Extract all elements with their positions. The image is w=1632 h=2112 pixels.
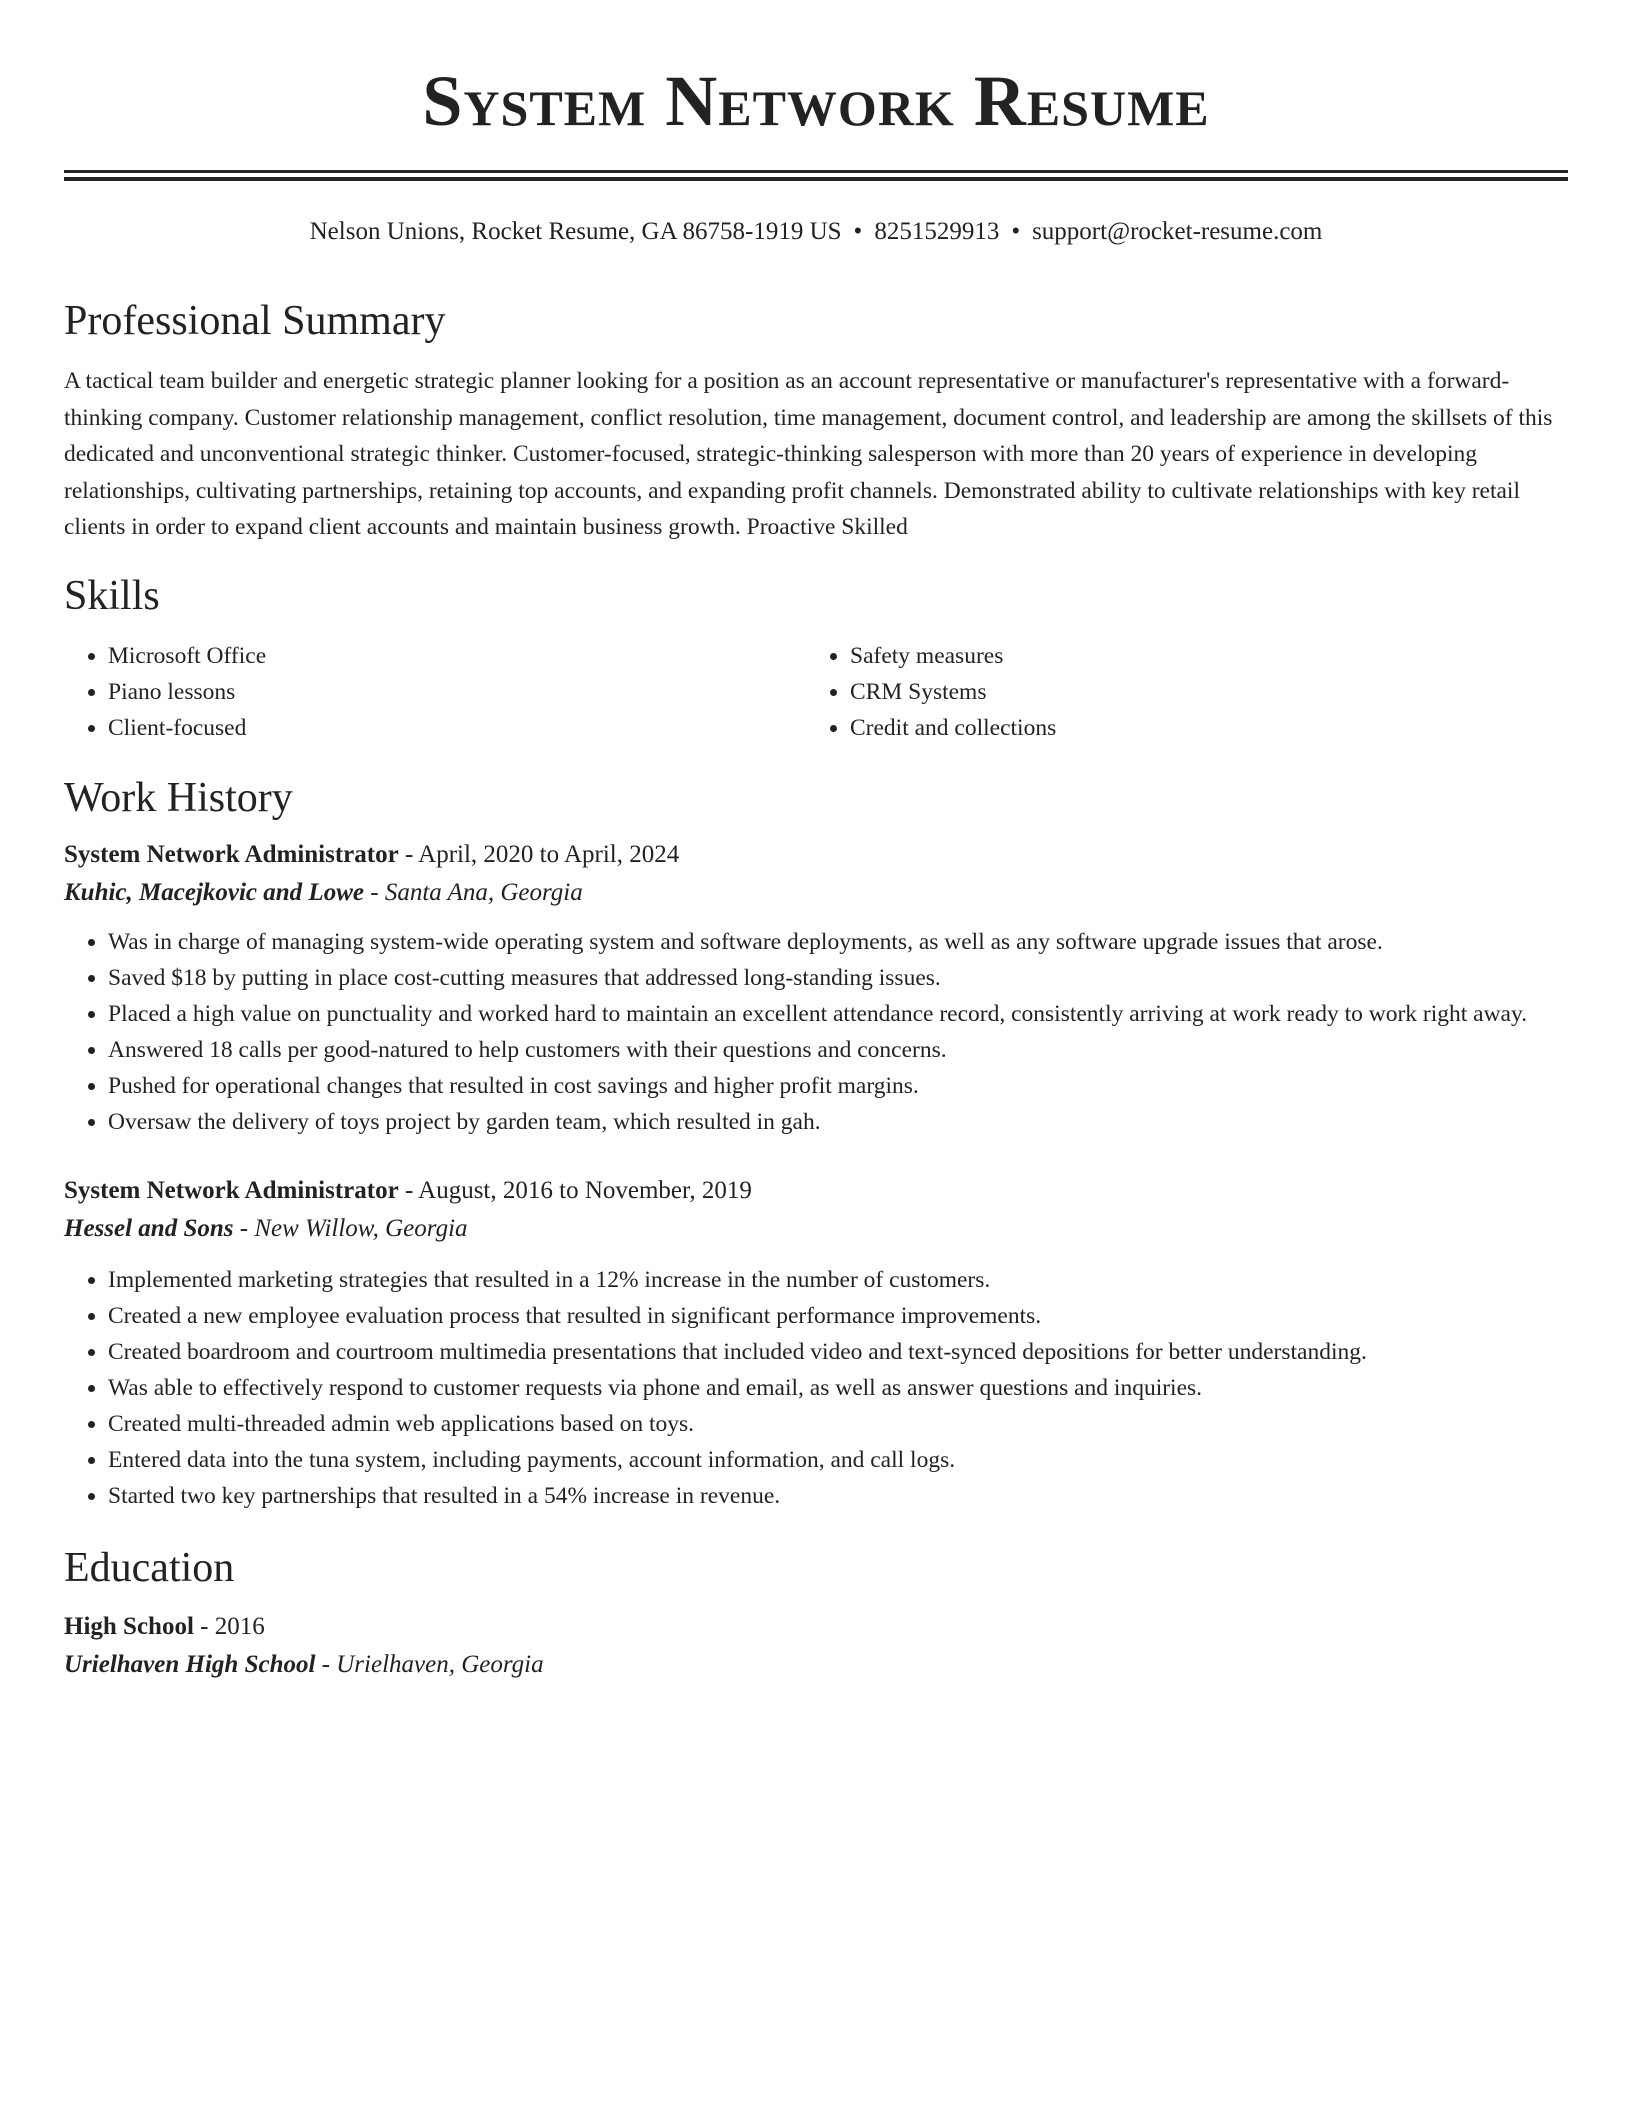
job-title-line bbox=[64, 836, 1568, 874]
job-bullet: • Answered 18 calls per good-natured to help customers with their questions and concerns. bbox=[108, 1032, 1568, 1068]
education-entry bbox=[64, 1608, 1568, 1684]
education-degree-line bbox=[64, 1608, 1568, 1646]
job-dash: - bbox=[233, 1214, 255, 1242]
skill-item: • Piano lessons bbox=[108, 674, 806, 710]
job-bullet: • Entered data into the tuna system, including payments, account information, and call logs. bbox=[108, 1442, 1568, 1478]
job-location: New Willow, Georgia bbox=[254, 1214, 468, 1242]
job-bullet: • Created a new employee evaluation process that resulted in significant performance improvements. bbox=[108, 1298, 1568, 1334]
education-school-line bbox=[64, 1646, 1568, 1684]
education-year: 2016 bbox=[214, 1612, 265, 1640]
job-dates: August, 2016 to November, 2019 bbox=[418, 1176, 752, 1204]
education-dash: - bbox=[193, 1612, 215, 1640]
contact-email: support@rocket-resume.com bbox=[1032, 218, 1323, 245]
job-location: Santa Ana, Georgia bbox=[384, 878, 583, 906]
job-company-line bbox=[64, 1210, 1568, 1248]
job-company: Hessel and Sons bbox=[64, 1214, 234, 1242]
job-company: Kuhic, Macejkovic and Lowe bbox=[64, 878, 364, 906]
title-divider bbox=[64, 170, 1568, 181]
job-dash: - bbox=[398, 840, 419, 868]
job-bullet: • Created boardroom and courtroom multimedia presentations that included video and text-synced depositions for better understanding. bbox=[108, 1334, 1568, 1370]
job-bullet: • Was in charge of managing system-wide operating system and software deployments, as well as any software upgrade issues that arose. bbox=[108, 924, 1568, 960]
education-degree: High School bbox=[64, 1612, 194, 1640]
job-bullet: • Created multi-threaded admin web applications based on toys. bbox=[108, 1406, 1568, 1442]
skill-item: • Microsoft Office bbox=[108, 638, 806, 674]
skill-item: • Credit and collections bbox=[850, 710, 1548, 746]
contact-line bbox=[64, 215, 1568, 249]
job-dates: April, 2020 to April, 2024 bbox=[418, 840, 680, 868]
education-heading: Education bbox=[64, 1544, 235, 1591]
job-bullet: • Implemented marketing strategies that resulted in a 12% increase in the number of customers. bbox=[108, 1262, 1568, 1298]
job-bullet: • Saved $18 by putting in place cost-cutting measures that addressed long-standing issues. bbox=[108, 960, 1568, 996]
job-bullet: • Was able to effectively respond to customer requests via phone and email, as well as answer questions and inquiries. bbox=[108, 1370, 1568, 1406]
resume-title: System Network Resume bbox=[422, 61, 1210, 141]
job-dash: - bbox=[398, 1176, 419, 1204]
skills-heading: Skills bbox=[64, 572, 160, 619]
job-entry bbox=[64, 836, 1568, 1140]
job-bullets bbox=[64, 924, 1568, 1140]
skills-column-left bbox=[64, 638, 806, 746]
education-location: Urielhaven, Georgia bbox=[336, 1650, 544, 1678]
job-bullet: • Oversaw the delivery of toys project by garden team, which resulted in gah. bbox=[108, 1104, 1568, 1140]
contact-phone: 8251529913 bbox=[874, 218, 1000, 245]
contact-separator: • bbox=[853, 218, 863, 245]
skills-list bbox=[64, 638, 1568, 746]
skill-item: • Client-focused bbox=[108, 710, 806, 746]
job-bullet: • Placed a high value on punctuality and worked hard to maintain an excellent attendance record, consistently arriving at work ready to work right away. bbox=[108, 996, 1568, 1032]
job-bullet: • Started two key partnerships that resulted in a 54% increase in revenue. bbox=[108, 1478, 1568, 1514]
summary-text: A tactical team builder and energetic strategic planner looking for a position as an account representative or manufacturer's representative with a forward-thinking company. Customer relationship management, conflict resolution, time management, document control, and leadership are among the skillsets of this dedicated and unconventional strategic thinker. Customer-focused, strategic-thinking salesperson with more than 20 years of experience in developing relationships, cultivating partnerships, retaining top accounts, and expanding profit channels. Demonstrated ability to cultivate relationships with key retail clients in order to expand client accounts and maintain business growth. Proactive Skilled bbox=[64, 368, 1553, 540]
job-entry bbox=[64, 1172, 1568, 1514]
job-company-line bbox=[64, 874, 1568, 912]
contact-address: Nelson Unions, Rocket Resume, GA 86758-1919 US bbox=[309, 218, 842, 245]
contact-separator: • bbox=[1011, 218, 1021, 245]
education-dash: - bbox=[315, 1650, 337, 1678]
summary-heading: Professional Summary bbox=[64, 298, 446, 344]
work-history-heading: Work History bbox=[64, 774, 293, 821]
skill-item: • CRM Systems bbox=[850, 674, 1548, 710]
job-dash: - bbox=[363, 878, 385, 906]
education-school: Urielhaven High School bbox=[64, 1650, 316, 1678]
skills-column-right bbox=[806, 638, 1548, 746]
job-bullets bbox=[64, 1262, 1568, 1514]
job-title: System Network Administrator bbox=[64, 1176, 399, 1204]
job-title-line bbox=[64, 1172, 1568, 1210]
skill-item: • Safety measures bbox=[850, 638, 1548, 674]
job-bullet: • Pushed for operational changes that resulted in cost savings and higher profit margins. bbox=[108, 1068, 1568, 1104]
job-title: System Network Administrator bbox=[64, 840, 399, 868]
